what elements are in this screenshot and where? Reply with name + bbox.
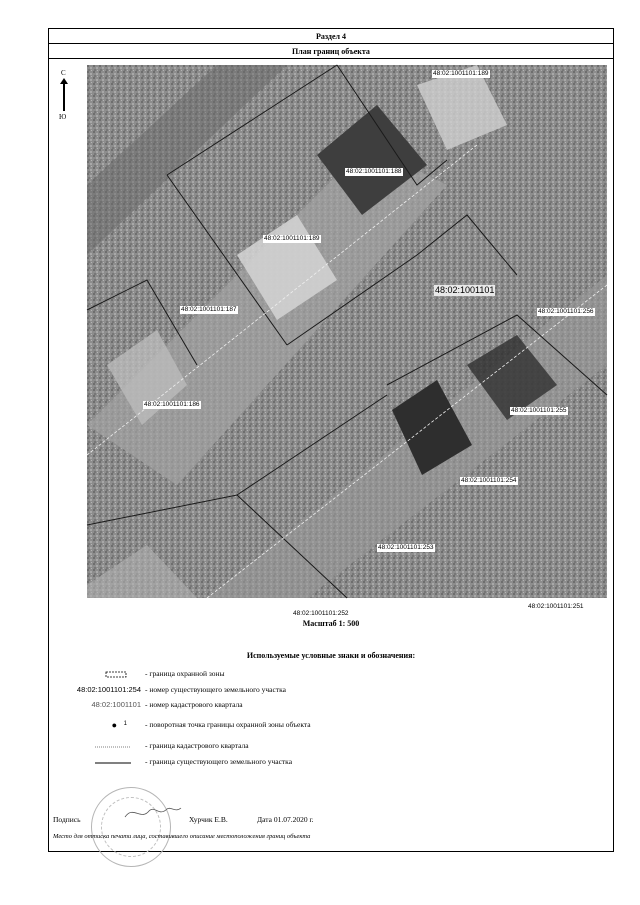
turn-point-dot-icon: ● [111, 720, 117, 730]
legend-quarter-number-sample: 48:02:1001101 [91, 700, 141, 709]
legend-text-quarter-number: - номер кадастрового квартала [145, 700, 243, 709]
parcel-label-256: 48:02:1001101:256 [538, 308, 594, 315]
signature-label: Подпись [53, 815, 81, 824]
parcel-label-251: 48:02:1001101:251 [528, 603, 584, 610]
signature-date: Дата 01.07.2020 г. [257, 815, 314, 824]
turn-point-sample-number: 1 [123, 721, 127, 727]
parcel-label-255: 48:02:1001101:255 [511, 407, 567, 414]
parcel-label-186: 48:02:1001101:186 [144, 401, 200, 408]
parcel-label-189-mid: 48:02:1001101:189 [264, 235, 320, 242]
compass-south: Ю [59, 113, 67, 121]
handwritten-signature-icon [123, 803, 183, 823]
legend-row-quarter-number [49, 700, 613, 714]
compass-north: С [61, 69, 66, 77]
legend-text-parcel-boundary: - граница существующего земельного участка [145, 757, 293, 766]
parcel-label-188: 48:02:1001101:188 [346, 168, 402, 175]
legend-row-parcel-boundary [49, 757, 613, 771]
legend-title: Используемые условные знаки и обозначения: [246, 651, 416, 660]
legend-text-protection-zone: - граница охранной зоны [145, 669, 225, 678]
quarter-label: 48:02:1001101 [435, 285, 495, 295]
legend-parcel-number-sample: 48:02:1001101:254 [76, 685, 141, 694]
signatory-name: Хурчик Е.В. [189, 815, 228, 824]
compass-bar [63, 81, 65, 111]
parcel-label-253: 48:02:1001101:253 [378, 544, 434, 551]
parcel-label-189-top: 48:02:1001101:189 [433, 70, 489, 77]
section-title: Раздел 4 [49, 29, 613, 44]
plan-title: План границ объекта [49, 44, 613, 59]
aerial-map [87, 65, 607, 617]
legend-row-parcel-number [49, 685, 613, 699]
parcel-label-252: 48:02:1001101:252 [293, 610, 349, 617]
legend-text-quarter-boundary: - граница кадастрового квартала [145, 741, 249, 750]
legend-row-protection-zone [49, 669, 613, 683]
legend-text-turn-point: - поворотная точка границы охранной зоны объекта [145, 720, 311, 729]
parcel-label-254: 48:02:1001101:254 [461, 477, 517, 484]
legend-row-quarter-boundary [49, 741, 613, 755]
map-imagery [87, 65, 607, 598]
stamp-note: Место для оттиска печати лица, составившего описание местоположения границ объекта [53, 833, 311, 840]
compass [55, 69, 75, 139]
document-frame [48, 28, 614, 852]
legend-row-turn-point [49, 720, 613, 734]
legend-text-parcel-number: - номер существующего земельного участка [145, 685, 286, 694]
scale-text: Масштаб 1: 500 [302, 619, 360, 628]
parcel-label-187: 48:02:1001101:187 [181, 306, 237, 313]
